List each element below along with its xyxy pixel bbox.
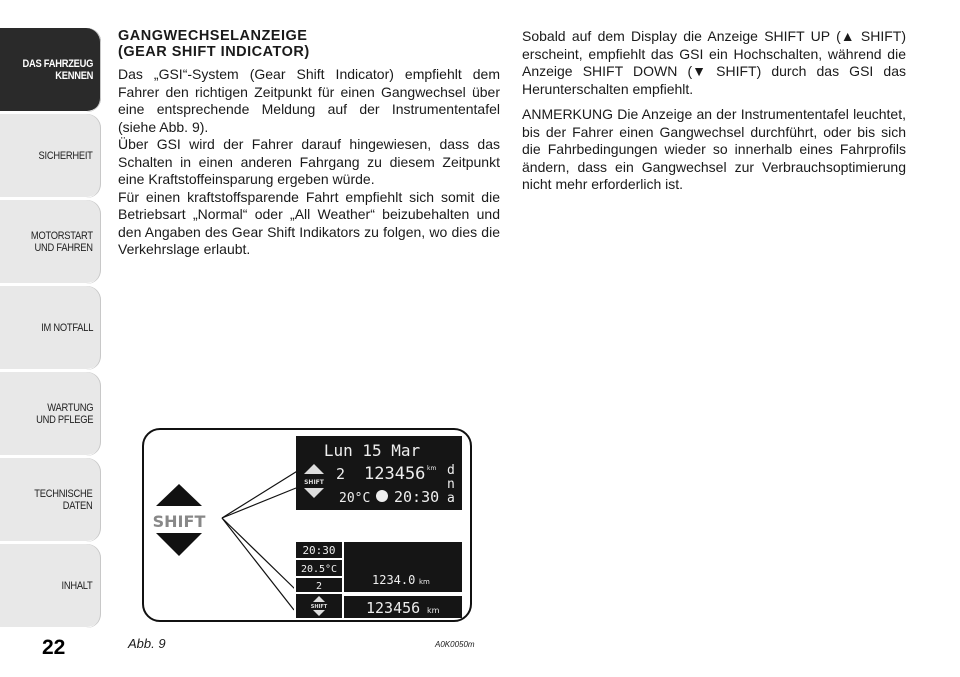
callout-lines xyxy=(222,470,299,610)
tab-motorstart[interactable] xyxy=(0,200,101,284)
d2-gear: 2 xyxy=(315,581,323,592)
body-paragraph: Über GSI wird der Fahrer darauf hingewiesen, dass das Schalten in einen anderen Fahrgang zu diesem Zeitpunkt eine Kraftstoffeinsparung ergeben würde. xyxy=(118,136,500,187)
d1-time: 20:30 xyxy=(394,488,440,506)
d1-gear: 2 xyxy=(336,465,346,483)
tab-das-fahrzeug-kennen[interactable] xyxy=(0,28,101,112)
figure-caption: Abb. 9 xyxy=(128,636,166,651)
d1-mode-d: d xyxy=(447,463,455,478)
big-shift-label: SHIFT xyxy=(152,512,206,531)
tab-label: INHALT xyxy=(61,580,93,592)
d2-time: 20:30 xyxy=(302,544,336,557)
tab-wartung[interactable] xyxy=(0,372,101,456)
tab-im-notfall[interactable] xyxy=(0,286,101,370)
body-paragraph xyxy=(522,28,906,98)
tab-sicherheit[interactable] xyxy=(0,114,101,198)
triangle-down-icon: ▼ xyxy=(692,63,706,79)
triangle-up-icon: ▲ xyxy=(840,28,855,44)
d1-mode-a: a xyxy=(447,491,455,506)
d2-shift-label: SHIFT xyxy=(310,604,328,610)
d1-s-icon xyxy=(376,490,388,502)
tab-inhalt[interactable] xyxy=(0,544,101,628)
figure-gsi-display xyxy=(142,428,472,622)
figure-code: A0K0050m xyxy=(435,640,475,649)
body-paragraph: Für einen kraftstoffsparende Fahrt empfiehlt sich somit die Betriebsart „Normal“ oder „All Weather“ beizubehalten und den Angaben des Gear Shift Indikators zu folgen, wo dies die Verkehrslage erlaubt. xyxy=(118,188,500,257)
d2-odometer: 123456 xyxy=(366,599,421,617)
d1-mode-n: n xyxy=(447,477,455,492)
display1-date: Lun 15 Mar xyxy=(323,441,421,460)
text-run: Sobald auf dem Display die Anzeige SHIFT UP ( xyxy=(522,28,841,44)
body-paragraph: Das „GSI“-System (Gear Shift Indicator) empfiehlt dem Fahrer den richtigen Zeitpunkt für einen Gangwechsel über eine entsprechende Meldung auf der Instrumententafel (siehe Abb. 9). xyxy=(118,66,500,135)
big-shift-down-icon xyxy=(156,533,202,556)
tab-label: TECHNISCHE DATEN xyxy=(34,488,93,512)
d2-trip-unit: km xyxy=(419,578,430,586)
d1-odometer: 123456 xyxy=(364,464,426,484)
tab-label: SICHERHEIT xyxy=(38,150,93,162)
d1-temp: 20°C xyxy=(339,491,371,506)
page-number: 22 xyxy=(42,636,66,659)
note-paragraph: ANMERKUNG Die Anzeige an der Instrumententafel leuchtet, bis der Fahrer einen Gangwechsel durchführt, oder bis sich die Fahrbedingungen wieder so innerhalb eines Fahrprofils ändern, dass ein Gangwechsel zur Verbrauchsoptimierung nicht mehr erforderlich ist. xyxy=(522,106,906,192)
tab-label: WARTUNG UND PFLEGE xyxy=(35,402,93,426)
text-run: SHIFT) erscheint, empfiehlt das GSI ein Hochschalten, während die Anzeige SHIFT DOWN ( xyxy=(522,28,906,79)
tab-label: DAS FAHRZEUG KENNEN xyxy=(22,58,93,82)
d2-odo-unit: km xyxy=(427,606,440,615)
heading-line-1: GANGWECHSELANZEIGE xyxy=(118,28,308,44)
d2-temp: 20.5°C xyxy=(300,564,338,575)
right-column xyxy=(522,28,906,202)
heading-line-2: (GEAR SHIFT INDICATOR) xyxy=(118,44,310,60)
tab-label: IM NOTFALL xyxy=(40,322,93,334)
d1-shift-label: SHIFT xyxy=(304,479,324,486)
left-column xyxy=(118,28,500,259)
tab-technische-daten[interactable] xyxy=(0,458,101,542)
section-heading xyxy=(118,28,500,60)
big-shift-up-icon xyxy=(156,484,202,506)
d1-odo-unit: km xyxy=(427,465,437,472)
text-run: SHIFT) durch das GSI das Herunterschalten empfiehlt. xyxy=(522,63,906,97)
d2-trip: 1234.0 xyxy=(372,573,416,587)
gsi-illustration xyxy=(144,430,469,619)
tab-label: MOTORSTART UND FAHREN xyxy=(31,230,93,254)
